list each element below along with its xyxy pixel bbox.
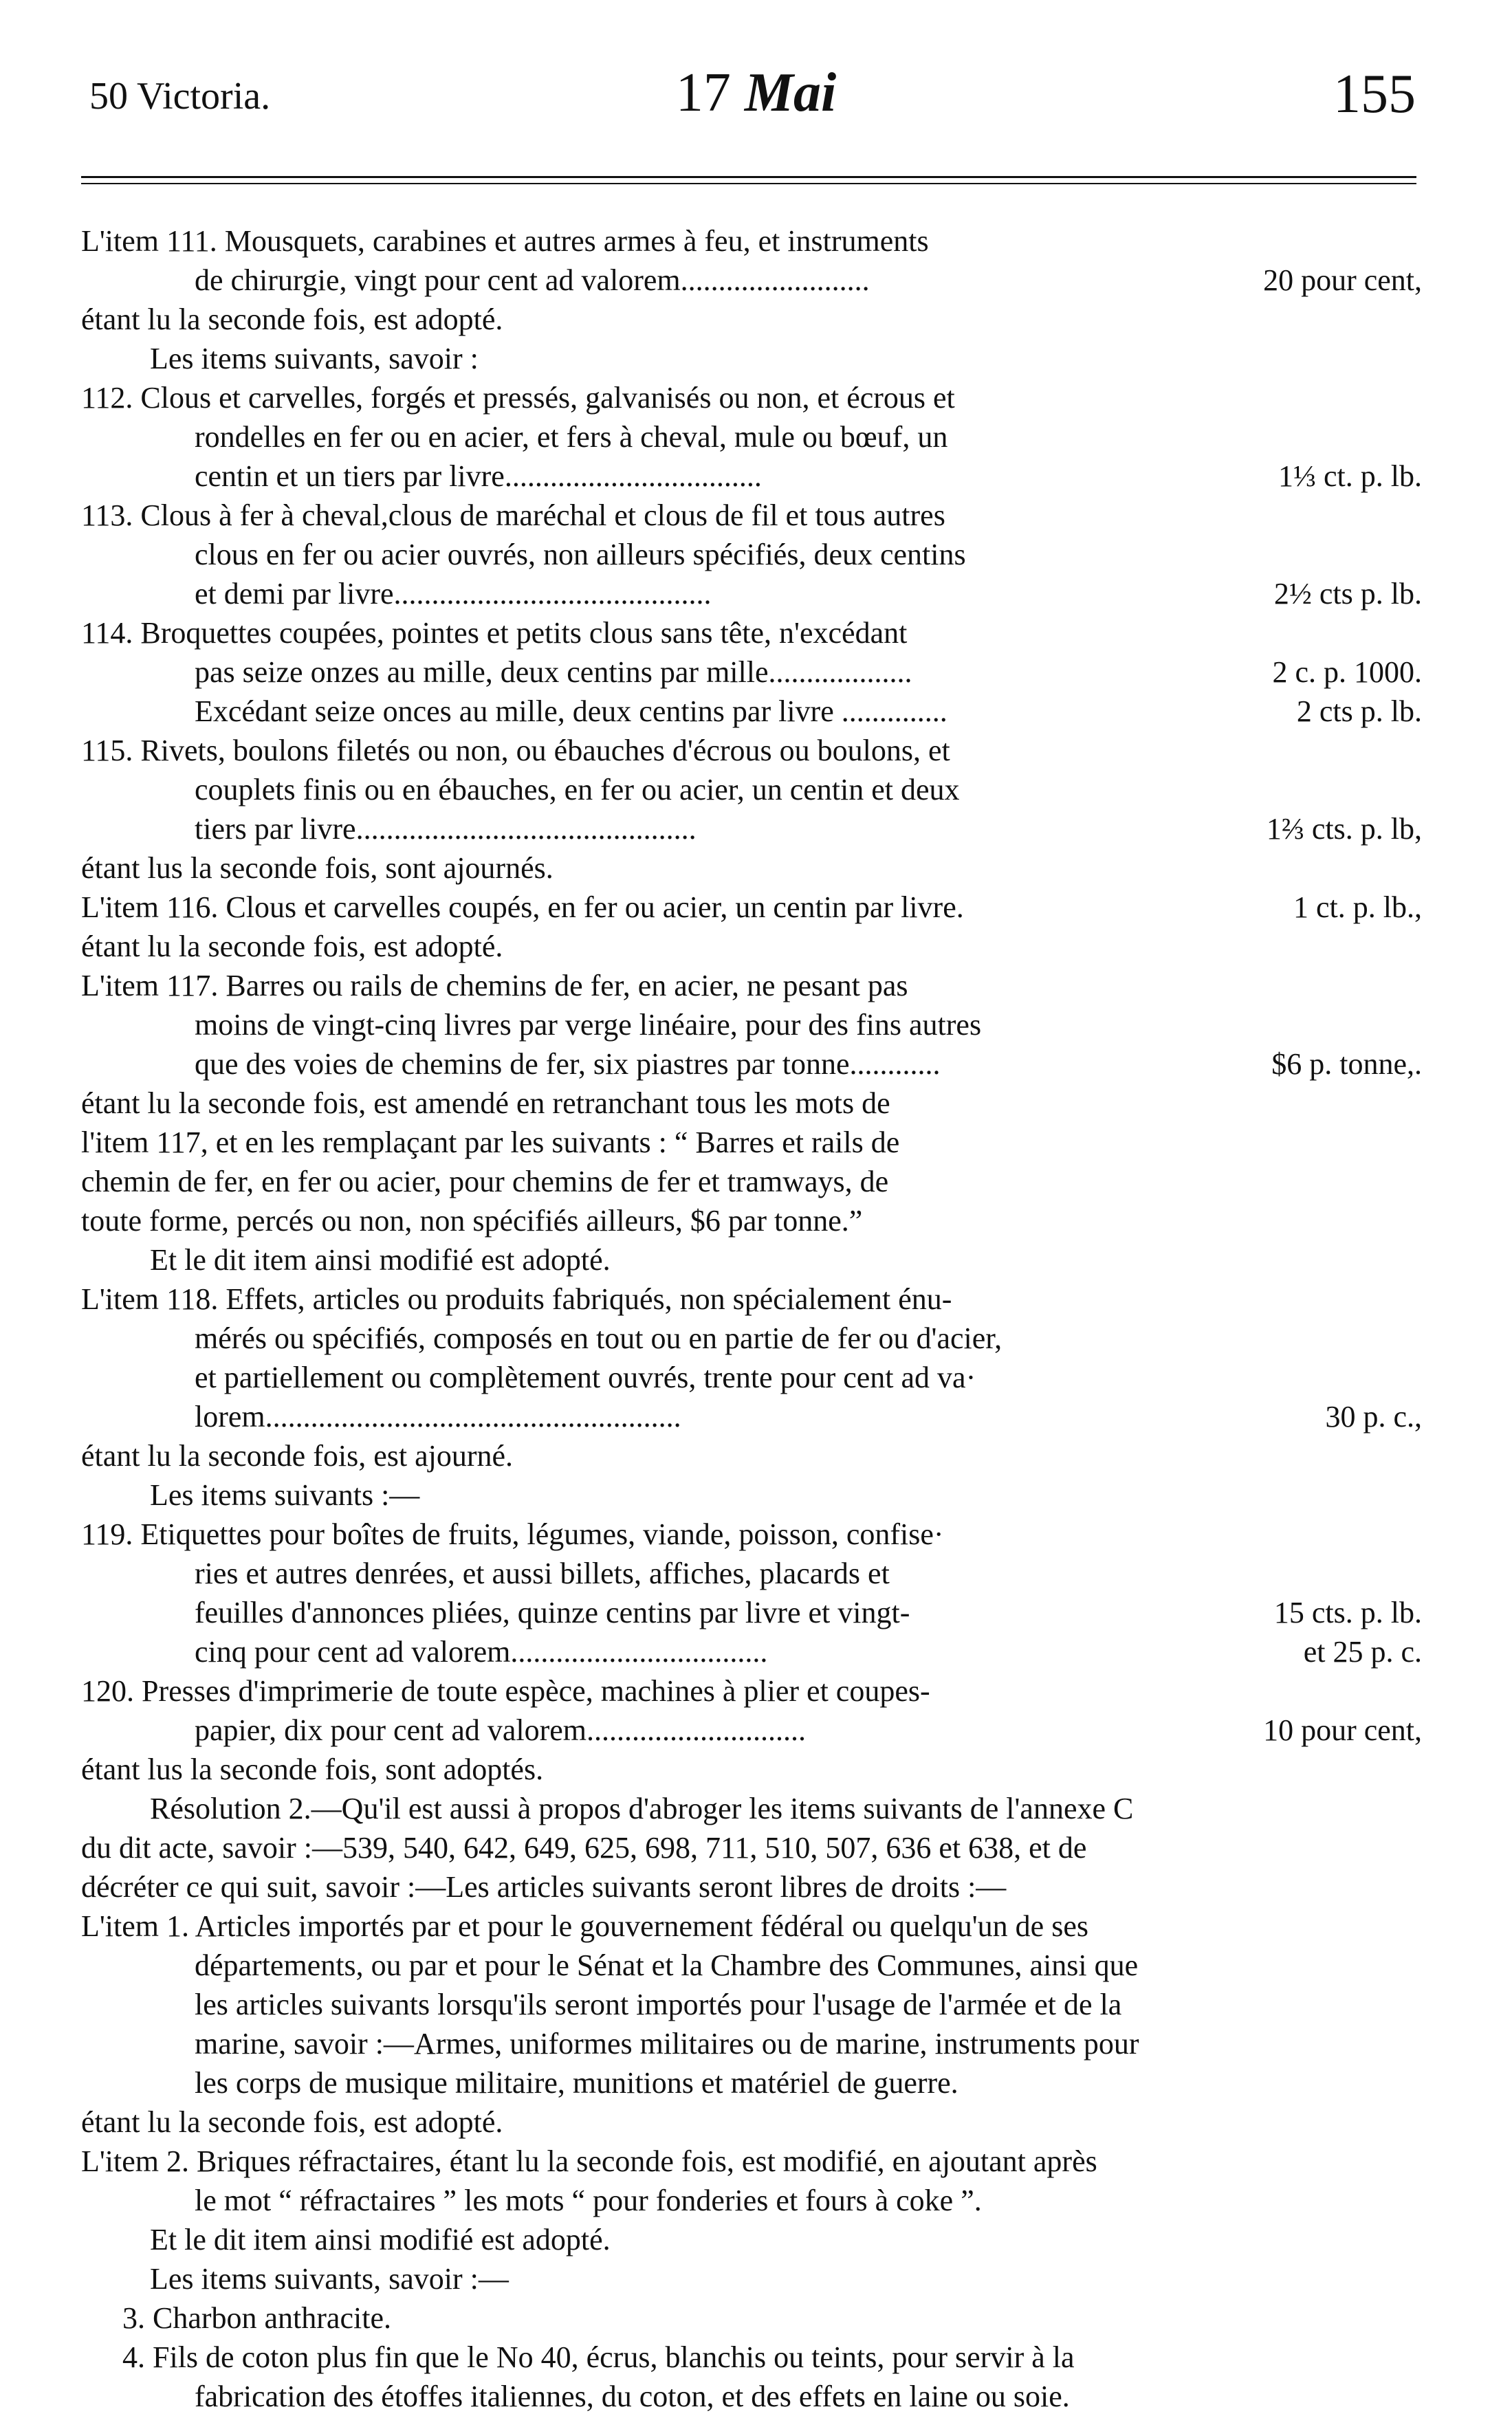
text-line [81,1044,1422,1084]
text-line: étant lus la seconde fois, sont ajournés. [81,851,554,885]
text-line [81,1711,1422,1750]
text-line: 114. Broquettes coupées, pointes et petits clous sans tête, n'excédant [81,616,908,650]
header-day: 17 [675,63,731,123]
line-text: de chirurgie, vingt pour cent ad valorem......................... [195,263,870,297]
text-line: marine, savoir :—Armes, uniformes militaires ou de marine, instruments pour [195,2027,1139,2061]
rate: 1⅔ cts. p. lb, [1266,812,1422,846]
text-line: 115. Rivets, boulons filetés ou non, ou ébauches d'écrous ou boulons, et [81,734,950,767]
text-line: Les items suivants, savoir :— [150,2262,509,2296]
text-line: étant lu la seconde fois, est ajourné. [81,1439,514,1473]
text-line: Les items suivants, savoir : [150,342,479,375]
text-line: 3. Charbon anthracite. [122,2301,391,2335]
text-line: L'item 117. Barres ou rails de chemins de fer, en acier, ne pesant pas [81,969,908,1002]
header-date [83,62,1429,124]
text-line: L'item 118. Effets, articles ou produits fabriqués, non spécialement énu- [81,1282,952,1316]
line-text: pas seize onzes au mille, deux centins par mille................... [195,655,912,689]
line-text: feuilles d'annonces pliées, quinze centins par livre et vingt- [195,1596,910,1629]
rate: 30 p. c., [1325,1400,1422,1434]
text-line: 120. Presses d'imprimerie de toute espèce, machines à plier et coupes- [81,1674,930,1708]
rate: et 25 p. c. [1303,1635,1422,1669]
rate: 2 cts p. lb. [1296,694,1422,728]
text-line: le mot “ réfractaires ” les mots “ pour fonderies et fours à coke ”. [195,2184,982,2217]
text-line: Et le dit item ainsi modifié est adopté. [150,2223,611,2256]
rate: 2 c. p. 1000. [1272,655,1422,689]
text-line [81,1632,1422,1671]
text-line: les articles suivants lorsqu'ils seront importés pour l'usage de l'armée et de la [195,1988,1122,2021]
text-line: l'item 117, et en les remplaçant par les suivants : “ Barres et rails de [81,1125,900,1159]
header-month: Mai [744,63,837,123]
text-line: 113. Clous à fer à cheval,clous de maréchal et clous de fil et tous autres [81,498,945,532]
line-text: Excédant seize onces au mille, deux centins par livre .............. [195,694,947,728]
text-line [81,809,1422,848]
text-line: et partiellement ou complètement ouvrés, trente pour cent ad va· [195,1361,976,1394]
text-line: fabrication des étoffes italiennes, du coton, et des effets en laine ou soie. [195,2380,1070,2413]
text-line: moins de vingt-cinq livres par verge linéaire, pour des fins autres [195,1008,982,1042]
rate: 10 pour cent, [1263,1713,1422,1747]
text-line [81,261,1422,300]
header-rule-thin [81,183,1416,184]
text-line [81,1593,1422,1632]
rate: 15 cts. p. lb. [1273,1596,1422,1629]
text-line: mérés ou spécifiés, composés en tout ou en partie de fer ou d'acier, [195,1321,1002,1355]
text-line: Les items suivants :— [150,1478,420,1512]
text-line: 119. Etiquettes pour boîtes de fruits, légumes, viande, poisson, confise· [81,1517,944,1551]
text-line: ries et autres denrées, et aussi billets, affiches, placards et [195,1557,890,1590]
text-line: chemin de fer, en fer ou acier, pour chemins de fer et tramways, de [81,1165,889,1198]
text-line: du dit acte, savoir :—539, 540, 642, 649, 625, 698, 711, 510, 507, 636 et 638, et de [81,1831,1087,1865]
text-line: étant lu la seconde fois, est amendé en retranchant tous les mots de [81,1086,890,1120]
rate: 2½ cts p. lb. [1273,577,1422,611]
text-line: étant lus la seconde fois, sont adoptés. [81,1753,544,1786]
text-line [81,1397,1422,1436]
text-line: L'item 1. Articles importés par et pour le gouvernement fédéral ou quelqu'un de ses [81,1909,1088,1943]
body-text [81,221,1422,2416]
text-line: Résolution 2.—Qu'il est aussi à propos d'abroger les items suivants de l'annexe C [150,1792,1134,1825]
text-line: couplets finis ou en ébauches, en fer ou acier, un centin et deux [195,773,960,806]
header-left: 50 Victoria. [89,75,271,118]
line-text: L'item 116. Clous et carvelles coupés, en fer ou acier, un centin par livre. [81,890,964,924]
line-text: cinq pour cent ad valorem.................................. [195,1635,768,1669]
line-text: et demi par livre.......................................... [195,577,712,611]
line-text: que des voies de chemins de fer, six piastres par tonne............ [195,1047,941,1081]
line-text: lorem....................................................... [195,1400,681,1434]
rate: 1⅓ ct. p. lb. [1278,459,1422,493]
text-line [81,888,1422,927]
text-line: décréter ce qui suit, savoir :—Les articles suivants seront libres de droits :— [81,1870,1007,1904]
text-line: étant lu la seconde fois, est adopté. [81,303,503,336]
text-line: clous en fer ou acier ouvrés, non ailleurs spécifiés, deux centins [195,538,966,571]
text-line [81,692,1422,731]
text-line [81,457,1422,496]
text-line: 4. Fils de coton plus fin que le No 40, écrus, blanchis ou teints, pour servir à la [122,2340,1075,2374]
page-number: 155 [1333,64,1416,124]
line-text: tiers par livre............................................. [195,812,697,846]
text-line: 112. Clous et carvelles, forgés et pressés, galvanisés ou non, et écrous et [81,381,955,415]
text-line: L'item 111. Mousquets, carabines et autres armes à feu, et instruments [81,224,929,258]
text-line [81,652,1422,692]
text-line: les corps de musique militaire, munitions et matériel de guerre. [195,2066,958,2100]
line-text: centin et un tiers par livre.................................. [195,459,762,493]
text-line: rondelles en fer ou en acier, et fers à cheval, mule ou bœuf, un [195,420,948,454]
text-line [81,574,1422,613]
text-line: étant lu la seconde fois, est adopté. [81,2105,503,2139]
text-line: étant lu la seconde fois, est adopté. [81,930,503,963]
line-text: papier, dix pour cent ad valorem............................. [195,1713,807,1747]
text-line: départements, ou par et pour le Sénat et la Chambre des Communes, ainsi que [195,1948,1139,1982]
header-rule-thick [81,176,1416,178]
rate: 20 pour cent, [1263,263,1422,297]
text-line: L'item 2. Briques réfractaires, étant lu la seconde fois, est modifié, en ajoutant après [81,2144,1097,2178]
text-line: toute forme, percés ou non, non spécifiés ailleurs, $6 par tonne.” [81,1204,863,1238]
running-head [83,62,1429,138]
text-line: Et le dit item ainsi modifié est adopté. [150,1243,611,1277]
rate: 1 ct. p. lb., [1293,890,1422,924]
rate: $6 p. tonne,. [1271,1047,1422,1081]
